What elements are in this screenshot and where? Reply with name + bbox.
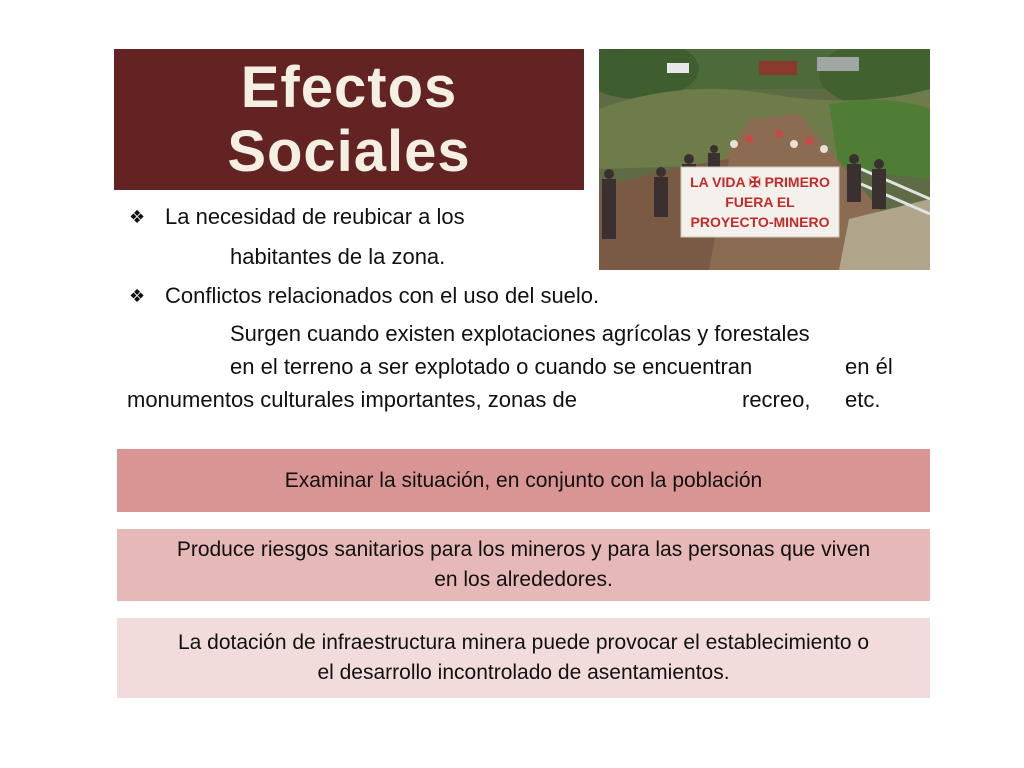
info-box-3 bbox=[117, 618, 930, 698]
paragraph-line-2a: en el terreno a ser explotado o cuando se encuentran bbox=[230, 354, 753, 379]
paragraph-line-2b: en él bbox=[845, 354, 893, 379]
paragraph-line-1: Surgen cuando existen explotaciones agrícolas y forestales bbox=[230, 321, 810, 346]
paragraph-line-3a: monumentos culturales importantes, zonas de bbox=[127, 387, 578, 412]
info-box-2-line-1: Produce riesgos sanitarios para los mineros y para las personas que viven bbox=[176, 538, 871, 561]
info-box-3-line-1: La dotación de infraestructura minera puede provocar el establecimiento o bbox=[177, 631, 870, 654]
banner-line-3: PROYECTO-MINERO bbox=[690, 214, 830, 230]
info-box-2 bbox=[117, 529, 930, 601]
title-box bbox=[114, 49, 584, 190]
info-box-3-line-2: el desarrollo incontrolado de asentamientos. bbox=[317, 661, 730, 684]
banner-line-2: FUERA EL bbox=[725, 194, 795, 210]
banner-line-1: LA VIDA ✠ PRIMERO bbox=[690, 174, 830, 190]
paragraph-line-3b: recreo, bbox=[742, 387, 811, 412]
bullet-2-line-1: Conflictos relacionados con el uso del suelo. bbox=[165, 283, 600, 308]
info-box-1-line-1: Examinar la situación, en conjunto con la población bbox=[284, 468, 763, 492]
diamond-bullet-icon: ❖ bbox=[129, 207, 146, 227]
bullet-1-line-1: La necesidad de reubicar a los bbox=[165, 204, 465, 229]
bullet-1-line-2: habitantes de la zona. bbox=[230, 244, 446, 269]
paragraph-line-3c: etc. bbox=[845, 387, 881, 412]
protest-photo bbox=[599, 49, 930, 270]
title-line-2: Sociales bbox=[227, 118, 471, 184]
info-box-2-line-2: en los alrededores. bbox=[434, 568, 613, 591]
info-box-1 bbox=[117, 449, 930, 512]
diamond-bullet-icon: ❖ bbox=[129, 286, 146, 306]
title-line-1: Efectos bbox=[240, 54, 458, 120]
